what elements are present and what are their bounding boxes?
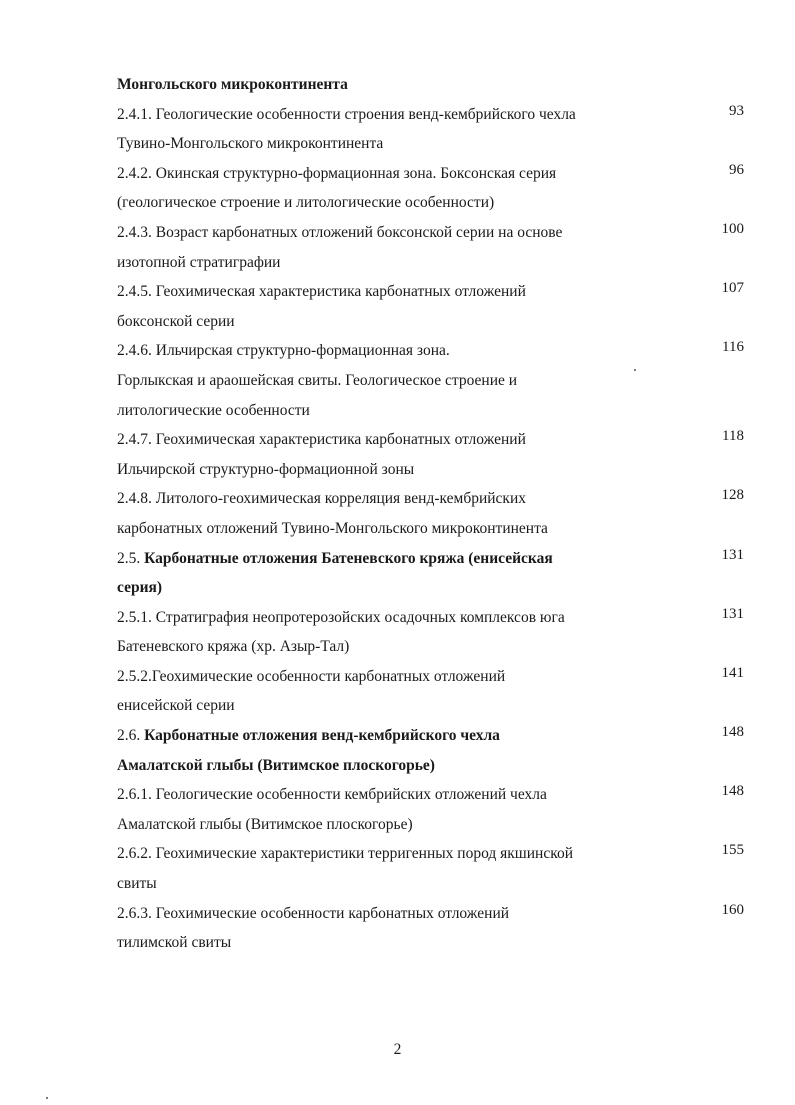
toc-entry-title-continuation: изотопной стратиграфии: [117, 253, 281, 271]
toc-entry-title: 2.4.2. Окинская структурно-формационная зона. Боксонская серия: [117, 164, 557, 182]
toc-line: [117, 721, 747, 751]
toc-entry-page: 116: [722, 339, 744, 356]
toc-line: [117, 869, 747, 899]
toc-entry-page: 160: [721, 901, 744, 918]
toc-entry-title: 2.5.2.Геохимические особенности карбонатных отложений: [117, 667, 506, 685]
toc-entry-title: 2.6.2. Геохимические характеристики терригенных пород якшинской: [117, 845, 573, 863]
toc-section-title-continuation: Амалатской глыбы (Витимское плоскогорье): [117, 756, 435, 774]
toc-entry-title: 2.4.7. Геохимическая характеристика карбонатных отложений: [117, 431, 526, 449]
toc-entry-title-continuation: карбонатных отложений Тувино-Монгольского микроконтинента: [117, 519, 548, 537]
toc-line: [117, 455, 747, 485]
toc-line: [117, 248, 747, 278]
toc-entry-title-continuation: литологические особенности: [117, 401, 310, 419]
toc-line: [117, 366, 747, 396]
toc-line: [117, 632, 747, 662]
toc-line: [117, 928, 747, 958]
toc-section-number: 2.5.: [117, 549, 145, 567]
toc-line: [117, 544, 747, 574]
toc-line: [117, 100, 747, 130]
toc-entry-page: 93: [729, 102, 744, 119]
toc-entry-page: 100: [721, 220, 744, 237]
toc-entry-title-continuation: Тувино-Монгольского микроконтинента: [117, 135, 384, 153]
toc-entry-title: 2.4.8. Литолого-геохимическая корреляция венд-кембрийских: [117, 490, 527, 508]
toc-entry-title: 2.4.6. Ильчирская структурно-формационная зона.: [117, 342, 450, 360]
toc-section-number: 2.6.: [117, 727, 145, 745]
toc-entry-title-continuation: (геологическое строение и литологические особенности): [117, 194, 495, 212]
toc-line: [117, 218, 747, 248]
toc-line: [117, 603, 747, 633]
toc-entry-title-continuation: боксонской серии: [117, 312, 235, 330]
toc-entry-title-continuation: свиты: [117, 875, 157, 893]
toc-entry-page: 128: [721, 487, 744, 504]
toc-entry-page: 141: [721, 664, 744, 681]
toc-entry-title: 2.6.1. Геологические особенности кембрийских отложений чехла: [117, 786, 547, 804]
toc-line: [117, 484, 747, 514]
toc-entry-page: 107: [721, 280, 744, 297]
toc-entry-title-continuation: Горлыкская и араошейская свиты. Геологическое строение и: [117, 371, 518, 389]
toc-line: [117, 129, 747, 159]
toc-line: [117, 810, 747, 840]
toc-entry-title-continuation: Амалатской глыбы (Витимское плоскогорье): [117, 815, 413, 833]
toc-entry-title: 2.5.1. Стратиграфия неопротерозойских осадочных комплексов юга: [117, 608, 565, 626]
toc-line: [117, 899, 747, 929]
scan-speck: [634, 369, 636, 371]
toc-line: [117, 751, 747, 781]
toc-entry-title: 2.4.3. Возраст карбонатных отложений боксонской серии на основе: [117, 223, 563, 241]
scan-speck: [46, 1097, 48, 1099]
toc-entry-page: 131: [721, 546, 744, 563]
toc-line: [117, 573, 747, 603]
table-of-contents: [117, 70, 747, 958]
toc-heading-continuation: Монгольского микроконтинента: [117, 76, 348, 93]
toc-entry-title-continuation: енисейской серии: [117, 697, 235, 715]
toc-line: [117, 159, 747, 189]
toc-line: [117, 662, 747, 692]
toc-entry-title: 2.6.3. Геохимические особенности карбонатных отложений: [117, 904, 510, 922]
toc-entry-page: 131: [721, 605, 744, 622]
toc-entry-title: 2.4.5. Геохимическая характеристика карбонатных отложений: [117, 283, 526, 301]
toc-line: [117, 70, 747, 100]
toc-line: [117, 839, 747, 869]
toc-section-title-continuation: серия): [117, 579, 163, 597]
toc-entry-page: 118: [722, 428, 744, 445]
toc-line: [117, 425, 747, 455]
toc-entry-title-continuation: Ильчирской структурно-формационной зоны: [117, 460, 415, 478]
toc-line: [117, 514, 747, 544]
toc-line: [117, 691, 747, 721]
page-number: 2: [393, 1041, 402, 1058]
toc-line: [117, 277, 747, 307]
toc-entry-title-continuation: тилимской свиты: [117, 934, 232, 952]
toc-line: [117, 336, 747, 366]
toc-entry-page: 155: [721, 842, 744, 859]
toc-entry-page: 148: [721, 783, 744, 800]
toc-section-title: Карбонатные отложения венд-кембрийского чехла: [144, 727, 500, 745]
toc-section-title: Карбонатные отложения Батеневского кряжа (енисейская: [144, 549, 553, 567]
toc-line: [117, 396, 747, 426]
toc-entry-title-continuation: Батеневского кряжа (хр. Азыр-Тал): [117, 638, 350, 656]
toc-line: [117, 780, 747, 810]
toc-line: [117, 188, 747, 218]
toc-line: [117, 307, 747, 337]
toc-entry-page: 96: [729, 161, 744, 178]
toc-entry-title: 2.4.1. Геологические особенности строения венд-кембрийского чехла: [117, 105, 576, 123]
toc-entry-page: 148: [721, 724, 744, 741]
